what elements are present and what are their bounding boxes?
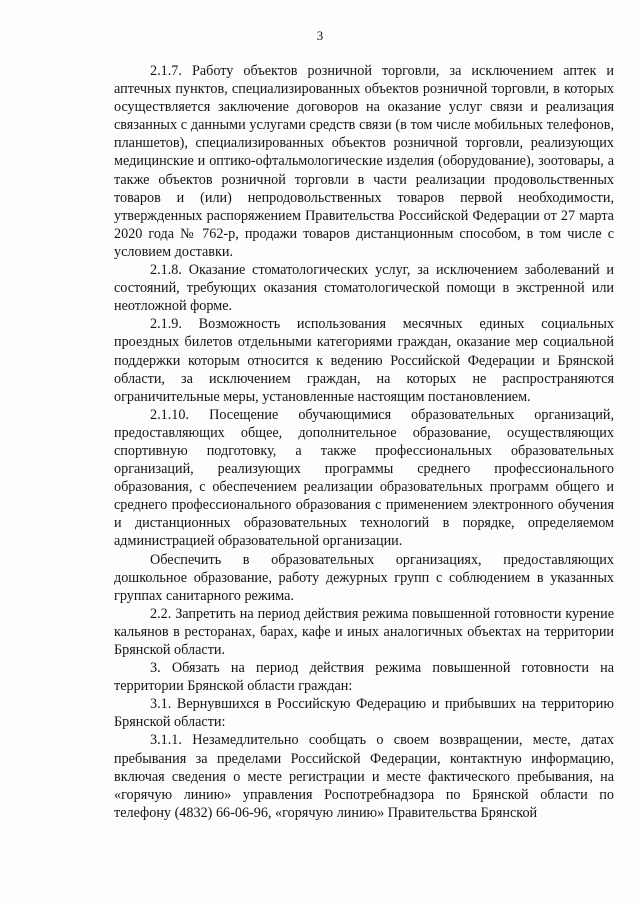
paragraph-2-1-9: 2.1.9. Возможность использования месячных единых социальных проездных билетов отдельными категориями граждан, оказание мер социальной поддержки которым относится к ведению Российской Федерации и Брянской области, за исключением граждан, на которых не распространяются ограничительные меры, установленные настоящим постановлением. bbox=[114, 316, 614, 405]
document-body bbox=[114, 62, 614, 822]
paragraph-2-1-8: 2.1.8. Оказание стоматологических услуг, за исключением заболеваний и состояний, требующих оказания стоматологической помощи в экстренной или неотложной форме. bbox=[114, 262, 614, 315]
paragraph-3-1-1: 3.1.1. Незамедлительно сообщать о своем возвращении, месте, датах пребывания за пределами Российской Федерации, контактную информацию, включая сведения о месте регистрации и месте фактического пребывания, на «горячую линию» управления Роспотребнадзора по Брянской области по телефону (4832) 66-06-96, «горячую линию» Правительства Брянской bbox=[114, 732, 614, 821]
paragraph-3: 3. Обязать на период действия режима повышенной готовности на территории Брянской области граждан: bbox=[114, 660, 614, 695]
page-number: 3 bbox=[316, 28, 324, 43]
paragraph-2-1-10: 2.1.10. Посещение обучающимися образовательных организаций, предоставляющих общее, дополнительное образование, осуществляющих спортивную подготовку, а также профессиональных образовательных организаций, реализующих программы среднего профессионального образования, с обеспечением реализации образовательных программ общего и среднего профессионального образования с применением электронного обучения и дистанционных образовательных технологий в порядке, определяемом администрацией образовательной организации. bbox=[114, 406, 614, 550]
paragraph-3-1: 3.1. Вернувшихся в Российскую Федерацию и прибывших на территорию Брянской области: bbox=[114, 696, 614, 731]
paragraph-2-1-7: 2.1.7. Работу объектов розничной торговли, за исключением аптек и аптечных пунктов, специализированных объектов розничной торговли, в которых осуществляется заключение договоров на оказание услуг связи и реализация связанных с данными услугами средств связи (в том числе мобильных телефонов, планшетов), специализированных объектов розничной торговли, реализующих медицинские и оптико-офтальмологические изделия (оборудование), зоотовары, а также объектов розничной торговли в части реализации продовольственных товаров и (или) непродовольственных товаров первой необходимости, утвержденных распоряжением Правительства Российской Федерации от 27 марта 2020 года № 762-р, продажи товаров дистанционным способом, в том числе с условием доставки. bbox=[114, 63, 614, 260]
paragraph-preschool-duty-groups: Обеспечить в образовательных организациях, предоставляющих дошкольное образование, работу дежурных групп с соблюдением в указанных группах санитарного режима. bbox=[114, 551, 614, 604]
paragraph-2-2: 2.2. Запретить на период действия режима повышенной готовности курение кальянов в ресторанах, барах, кафе и иных аналогичных объектах на территории Брянской области. bbox=[114, 605, 614, 658]
